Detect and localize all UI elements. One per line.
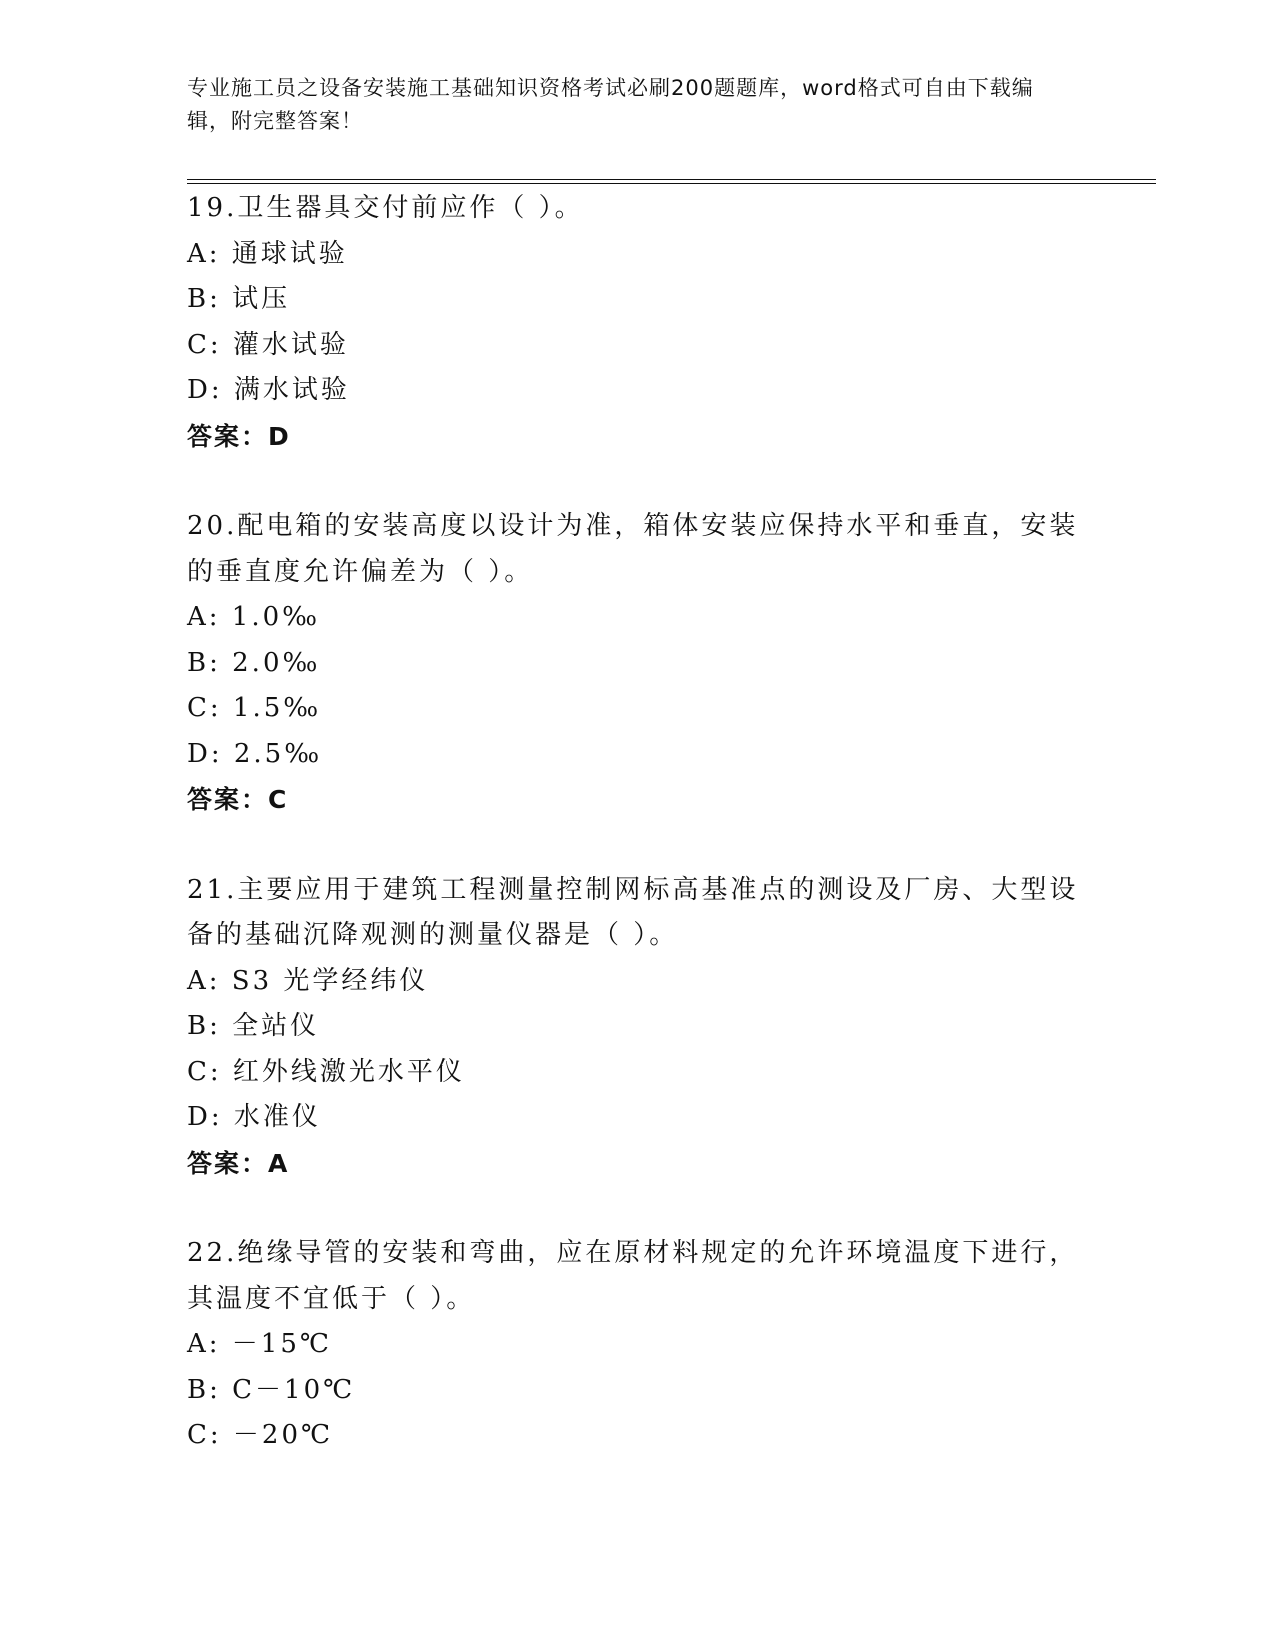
answer: 答案：D <box>187 421 291 451</box>
option-c: C: 灌水试验 <box>187 329 349 360</box>
option-a: A: 1.0‰ <box>187 602 321 632</box>
question-text: 20.配电箱的安装高度以设计为准，箱体安装应保持水平和垂直，安装的垂直度允许偏差为（ ）。 <box>187 511 1079 587</box>
option-b: B: 2.0‰ <box>187 647 321 678</box>
question-list <box>187 186 1087 1504</box>
question-text: 19.卫生器具交付前应作（ ）。 <box>187 193 584 223</box>
page-header: 专业施工员之设备安装施工基础知识资格考试必刷200题题库，word格式可自由下载编辑，附完整答案！ <box>187 76 1034 133</box>
question-text: 21.主要应用于建筑工程测量控制网标高基准点的测设及厂房、大型设备的基础沉降观测的测量仪器是（ ）。 <box>187 874 1079 950</box>
option-a: A: －15℃ <box>187 1329 332 1359</box>
option-b: B: C－10℃ <box>187 1374 356 1405</box>
question-22 <box>187 1231 1087 1459</box>
question-19 <box>187 186 1087 459</box>
option-c: C: 红外线激光水平仪 <box>187 1056 465 1087</box>
question-21 <box>187 868 1087 1187</box>
option-a: A: 通球试验 <box>187 238 348 269</box>
question-text: 22.绝缘导管的安装和弯曲，应在原材料规定的允许环境温度下进行，其温度不宜低于（ ）。 <box>187 1238 1079 1314</box>
option-d: D: 水准仪 <box>187 1102 321 1132</box>
question-20 <box>187 504 1087 823</box>
option-d: D: 2.5‰ <box>187 738 323 769</box>
option-c: C: 1.5‰ <box>187 693 322 723</box>
answer: 答案：C <box>187 785 289 814</box>
option-d: D: 满水试验 <box>187 375 350 405</box>
option-b: B: 全站仪 <box>187 1011 320 1041</box>
option-a: A: S3 光学经纬仪 <box>187 965 429 996</box>
option-c: C: －20℃ <box>187 1420 334 1450</box>
option-b: B: 试压 <box>187 284 291 314</box>
answer: 答案：A <box>187 1148 290 1178</box>
header-divider <box>187 179 1156 184</box>
